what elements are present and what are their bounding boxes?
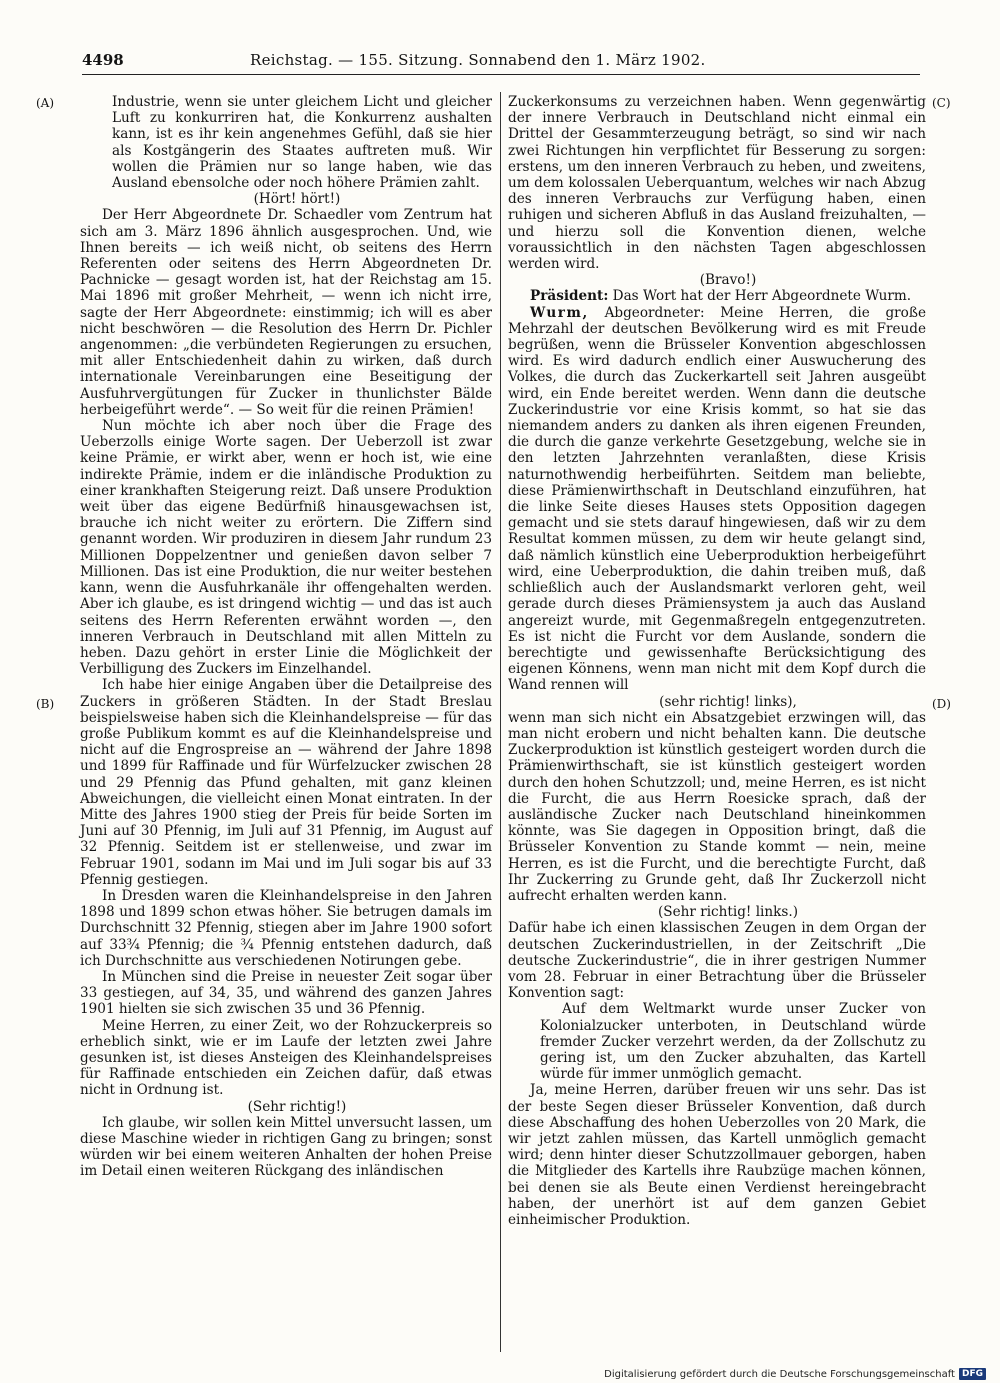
margin-mark-d: (D) (932, 697, 951, 711)
margin-mark-c: (C) (932, 96, 951, 110)
paragraph: Dafür habe ich einen klassischen Zeugen in dem Organ der deutschen Zuckerindustriellen, in der Zeitschrift „Die deutsche Zuckerindustrie“, die in ihrer gestrigen Nummer vom 28. Februar in einer Betrachtung über die Brüsseler Konvention sagt: (508, 920, 926, 1002)
paragraph: Ich glaube, wir sollen kein Mittel unversucht lassen, um diese Maschine wieder in richtigen Gang zu bringen; sonst würden wir bei einem weiteren Anhalten der hohen Preise im Detail einen weiteren Rückgang des inländischen (80, 1114, 492, 1180)
paragraph: Der Herr Abgeordnete Dr. Schaedler vom Zentrum hat sich am 3. März 1896 ähnlich ausgesprochen. Und, wie Ihnen bereits — ich weiß nicht, ob seitens des Herrn Referenten oder seitens des Herrn Abgeordneten Dr. Pachnicke — gesagt worden ist, hat der Reichstag am 15. Mai 1896 mit großer Mehrheit, — wenn ich nicht irre, sagte der Herr Abgeordnete: einstimmig; ich will es aber nicht beschwören — die Resolution des Herrn Dr. Pichler angenommen: „die verbündeten Regierungen zu ersuchen, mit aller Entschiedenheit dahin zu wirken, daß durch internationale Vereinbarungen eine Beseitigung der Ausfuhrvergütungen für Zucker in thunlichster Bälde herbeigeführt werde“. — So weit für die reinen Prämien! (80, 207, 492, 418)
speech-text: Abgeordneter: Meine Herren, die große Mehrzahl der deutschen Bevölkerung wird es mit Freude begrüßen, wenn die Brüsseler Konvention abgeschlossen wird. Es wird dadurch endlich einer Auswucherung des Volkes, die durch das Zuckerkartell seit Jahren ausgeübt wird, ein Ende bereitet werden. Wenn dann die deutsche Zuckerindustrie vor eine Krisis kommt, so hat sie das niemandem anders zu danken als ihren eigenen Freunden, die durch die ganze verkehrte Gesetzgebung, welche sie in den letzten Jahrzehnten veranlaßten, diese Krisis naturnothwendig herbeiführten. Seitdem man beliebte, diese Prämienwirthschaft in Deutschland einzuführen, hat die linke Seite dieses Hauses stets Opposition dagegen gemacht und sie stets darauf hingewiesen, daß wir zu dem Resultat kommen müssen, zu dem wir heute gelangt sind, daß nämlich künstlich eine Ueberproduktion herbeigeführt wird, eine Ueberproduktion, die dahin treiben muß, daß schließlich auch der Auslandsmarkt verloren geht, weil gerade durch dieses Prämiensystem ja auch das Ausland angereizt wurde, mit Gegenmaßregeln entgegenzutreten. Es ist nicht die Furcht vor dem Auslande, sondern die berechtigte und gewissenhafte Berücksichtigung des eigenen Könnens, wenn man nicht mit dem Kopf durch die Wand rennen will (508, 304, 926, 694)
interjection: (sehr richtig! links), (659, 693, 797, 710)
paragraph: Ich habe hier einige Angaben über die Detailpreise des Zuckers in größeren Städten. In der Stadt Breslau beispielsweise haben sich die Kleinhandelspreise — für das große Publikum kommt es auf die Kleinhandelspreise und nicht auf die Engrospreise an — während der Jahre 1898 und 1899 für Raffinade und für Würfelzucker zwischen 28 und 29 Pfennig das Pfund gehalten, mit ganz kleinen Abweichungen, die vielleicht einen Monat eintraten. In der Mitte des Jahres 1900 stieg der Preis für beide Sorten im Juni auf 30 Pfennig, im Juli auf 31 Pfennig, im August auf 32 Pfennig. Seitdem ist er stellenweise, und zwar im Februar 1901, sodann im Mai und im Juli sogar bis auf 33 Pfennig gestiegen. (80, 677, 492, 888)
paragraph: In München sind die Preise in neuester Zeit sogar über 33 gestiegen, auf 34, 35, und während des ganzen Jahres 1901 hielten sie sich zwischen 35 und 36 Pfennig. (80, 968, 492, 1018)
quotation: Auf dem Weltmarkt wurde unser Zucker von Kolonialzucker unterboten, in Deutschland würde fremder Zucker verzehrt werden, da der Zollschutz zu gering ist, um den Zucker abzuhalten, das Kartell würde für immer unmöglich gemacht. (540, 1001, 926, 1083)
header-rule (82, 74, 920, 75)
right-column (508, 94, 926, 1228)
margin-mark-a: (A) (36, 96, 55, 110)
interjection: (Sehr richtig! links.) (657, 904, 799, 921)
interjection: (Hört! hört!) (253, 191, 341, 208)
paragraph: Nun möchte ich aber noch über die Frage des Ueberzolls einige Worte sagen. Der Ueberzoll ist zwar keine Prämie, er wirkt aber, wenn er hoch ist, wie eine indirekte Prämie, indem er die inländische Produktion zu einer krankhaften Steigerung reizt. Daß unsere Produktion weit über das eigene Bedürfniß hinausgewachsen ist, brauche ich nicht weiter zu erörtern. Die Ziffern sind genannt worden. Wir produziren in diesem Jahr rundum 23 Millionen Doppelzentner und genießen davon selber 7 Millionen. Das ist eine Produktion, die nur weiter bestehen kann, wenn die Ausfuhrkanäle ihr offengehalten werden. Aber ich glaube, es ist dringend wichtig — und das ist auch seitens des Herrn Referenten erwähnt worden —, den inneren Verbrauch in Deutschland mit allen Mitteln zu heben. Dazu gehört in erster Linie die Möglichkeit der Verbilligung des Zuckers im Einzelhandel. (80, 418, 492, 678)
paragraph: Industrie, wenn sie unter gleichem Licht und gleicher Luft zu konkurriren hat, die Konkurrenz aushalten kann, ist es ihr kein angenehmes Gefühl, daß sie hier als Kostgängerin des Staates auftreten muß. Wir wollen die Prämien nur so lange haben, wie das Ausland ebensolche oder noch höhere Prämien zahlt. (112, 94, 492, 192)
interjection: (Sehr richtig!) (247, 1098, 347, 1115)
left-column (80, 94, 492, 1180)
paragraph: wenn man sich nicht ein Absatzgebiet erzwingen will, das man nicht erobern und nicht behalten kann. Die deutsche Zuckerproduktion ist künstlich gesteigert worden durch die Prämienwirthschaft, sie ist künstlich gesteigert worden durch den hohen Schutzzoll; und, meine Herren, es ist nicht die Furcht, die aus Herrn Roesicke sprach, daß der ausländische Zucker nach Deutschland hineinkommen könnte, was Sie dagegen in Opposition bringt, daß die Brüsseler Konvention zu Stande kommt — nein, meine Herren, es ist die Furcht, und die berechtigte Furcht, daß Ihr Zuckerring zu Grunde geht, daß Ihr Zuckerzoll nicht aufrecht erhalten werden kann. (508, 709, 926, 904)
paragraph: Meine Herren, zu einer Zeit, wo der Rohzuckerpreis so erheblich sinkt, wie er im Laufe der letzten zwei Jahre gesunken ist, ist dieses Ansteigen des Kleinhandelspreises für Raffinade entschieden ein Zeichen dafür, daß etwas nicht in Ordnung ist. (80, 1017, 492, 1099)
dfg-logo: DFG (959, 1368, 986, 1380)
running-title: Reichstag. — 155. Sitzung. Sonnabend den 1. März 1902. (250, 51, 706, 69)
interjection: (Bravo!) (699, 272, 757, 289)
footer-text: Digitalisierung gefördert durch die Deutsche Forschungsgemeinschaft (604, 1368, 955, 1380)
margin-mark-b: (B) (36, 697, 55, 711)
speaker-name: Wurm, (530, 304, 589, 321)
paragraph: In Dresden waren die Kleinhandelspreise in den Jahren 1898 und 1899 schon etwas höher. Sie betrugen damals im Durchschnitt 32 Pfennig, stiegen aber im Jahre 1900 sofort auf 33¾ Pfennig; die ¾ Pfennig entstehen dadurch, daß ich Durchschnitte aus verschiedenen Notirungen gebe. (80, 887, 492, 969)
page-header (82, 48, 922, 74)
column-divider (500, 92, 501, 1352)
page-number: 4498 (82, 51, 124, 69)
speech-text: Das Wort hat der Herr Abgeordnete Wurm. (612, 288, 912, 305)
footer (604, 1368, 986, 1380)
paragraph: Zuckerkonsums zu verzeichnen haben. Wenn gegenwärtig der innere Verbrauch in Deutschland nicht einmal ein Drittel der Gesammterzeugung beträgt, so sind wir nach zwei Richtungen hin verpflichtet für Besserung zu sorgen: erstens, um den inneren Verbrauch zu heben, und zweitens, um dem kolossalen Ueberquantum, welches wir nach Abzug des inneren Verbrauchs zur Verfügung haben, einen ruhigen und sicheren Abfluß in das Ausland freizuhalten, — und hierzu soll die Konvention dienen, welche voraussichtlich in den nächsten Tagen abgeschlossen werden wird. (508, 94, 926, 273)
speech-paragraph (508, 305, 926, 694)
speaker-name: Präsident: (530, 288, 609, 305)
paragraph: Ja, meine Herren, darüber freuen wir uns sehr. Das ist der beste Segen dieser Brüsseler Konvention, daß durch diese Abschaffung des hohen Ueberzolles von 20 Mark, die wir jetzt zahlen müssen, das Kartell unmöglich gemacht wird; denn hinter dieser Schutzzollmauer geborgen, haben die Mitglieder des Kartells ihre Raubzüge machen können, bei denen sie als Beute einen Verdienst hereingebracht haben, der unerhört ist auf dem ganzen Gebiet einheimischer Produktion. (508, 1082, 926, 1229)
speech-paragraph (508, 288, 926, 304)
